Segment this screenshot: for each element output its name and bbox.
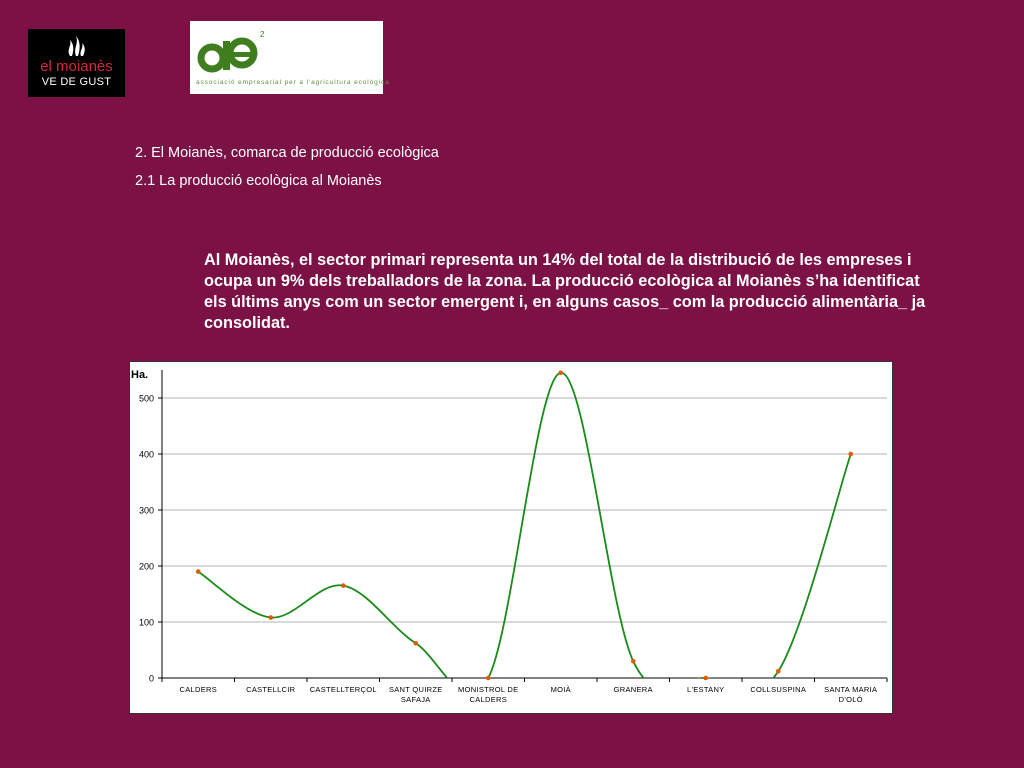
subsection-heading: 2.1 La producció ecològica al Moianès [135,173,382,189]
x-tick-label: MOIÀ [550,685,571,694]
y-tick-label: 500 [138,393,154,404]
ae2-logo-mark-icon [194,25,269,77]
x-tick-label: COLLSUSPINA [750,685,807,694]
y-tick-label: 400 [138,449,154,460]
y-tick-label: 200 [138,561,154,572]
x-tick-label: CALDERS [179,685,218,694]
data-point [196,569,201,574]
x-tick-label: GRANERA [613,685,653,694]
moianes-logo-name: el moianès [40,58,113,75]
y-axis-label: Ha. [131,369,149,381]
y-tick-label: 300 [138,505,154,516]
data-point [703,676,708,681]
moianes-logo-tagline: VE DE GUST [41,76,112,88]
ae2-superscript: 2 [260,30,265,39]
y-tick-label: 0 [148,673,154,684]
data-point [268,615,273,620]
chart-svg [130,362,894,715]
data-point [341,583,346,588]
data-point [848,452,853,457]
data-point [486,676,491,681]
x-tick-label: L'ESTANY [687,685,725,694]
x-tick-label: SAFAJA [400,695,431,704]
x-tick-label: CASTELLCIR [246,685,296,694]
el-moianes-logo [28,29,125,97]
x-tick-label: CALDERS [469,695,508,704]
data-point [631,659,636,664]
hectares-line-chart [129,361,893,714]
data-point [776,669,781,674]
flame-icon [65,34,87,58]
x-tick-label: D'OLÓ [838,695,863,704]
series-line [198,373,851,694]
ae2-logo-tagline: associació empresarial per a l'agricultura ecològica [196,79,390,86]
data-point [413,641,418,646]
data-point [558,371,563,376]
y-tick-label: 100 [138,617,154,628]
section-heading: 2. El Moianès, comarca de producció ecològica [135,145,439,161]
x-tick-label: MONISTROL DE [458,685,519,694]
intro-paragraph: Al Moianès, el sector primari representa un 14% del total de la distribució de les empreses i ocupa un 9% dels treballadors de la zona. La producció ecològica al Moianès s’ha identificat els últims anys com un sector emergent i, en alguns casos_ com la producció alimentària_ ja consolidat. [204,251,926,332]
x-tick-label: SANTA MARIA [824,685,878,694]
x-tick-label: CASTELLTERÇOL [309,685,377,694]
ae2-association-logo [190,21,390,94]
x-tick-label: SANT QUIRZE [388,685,443,694]
